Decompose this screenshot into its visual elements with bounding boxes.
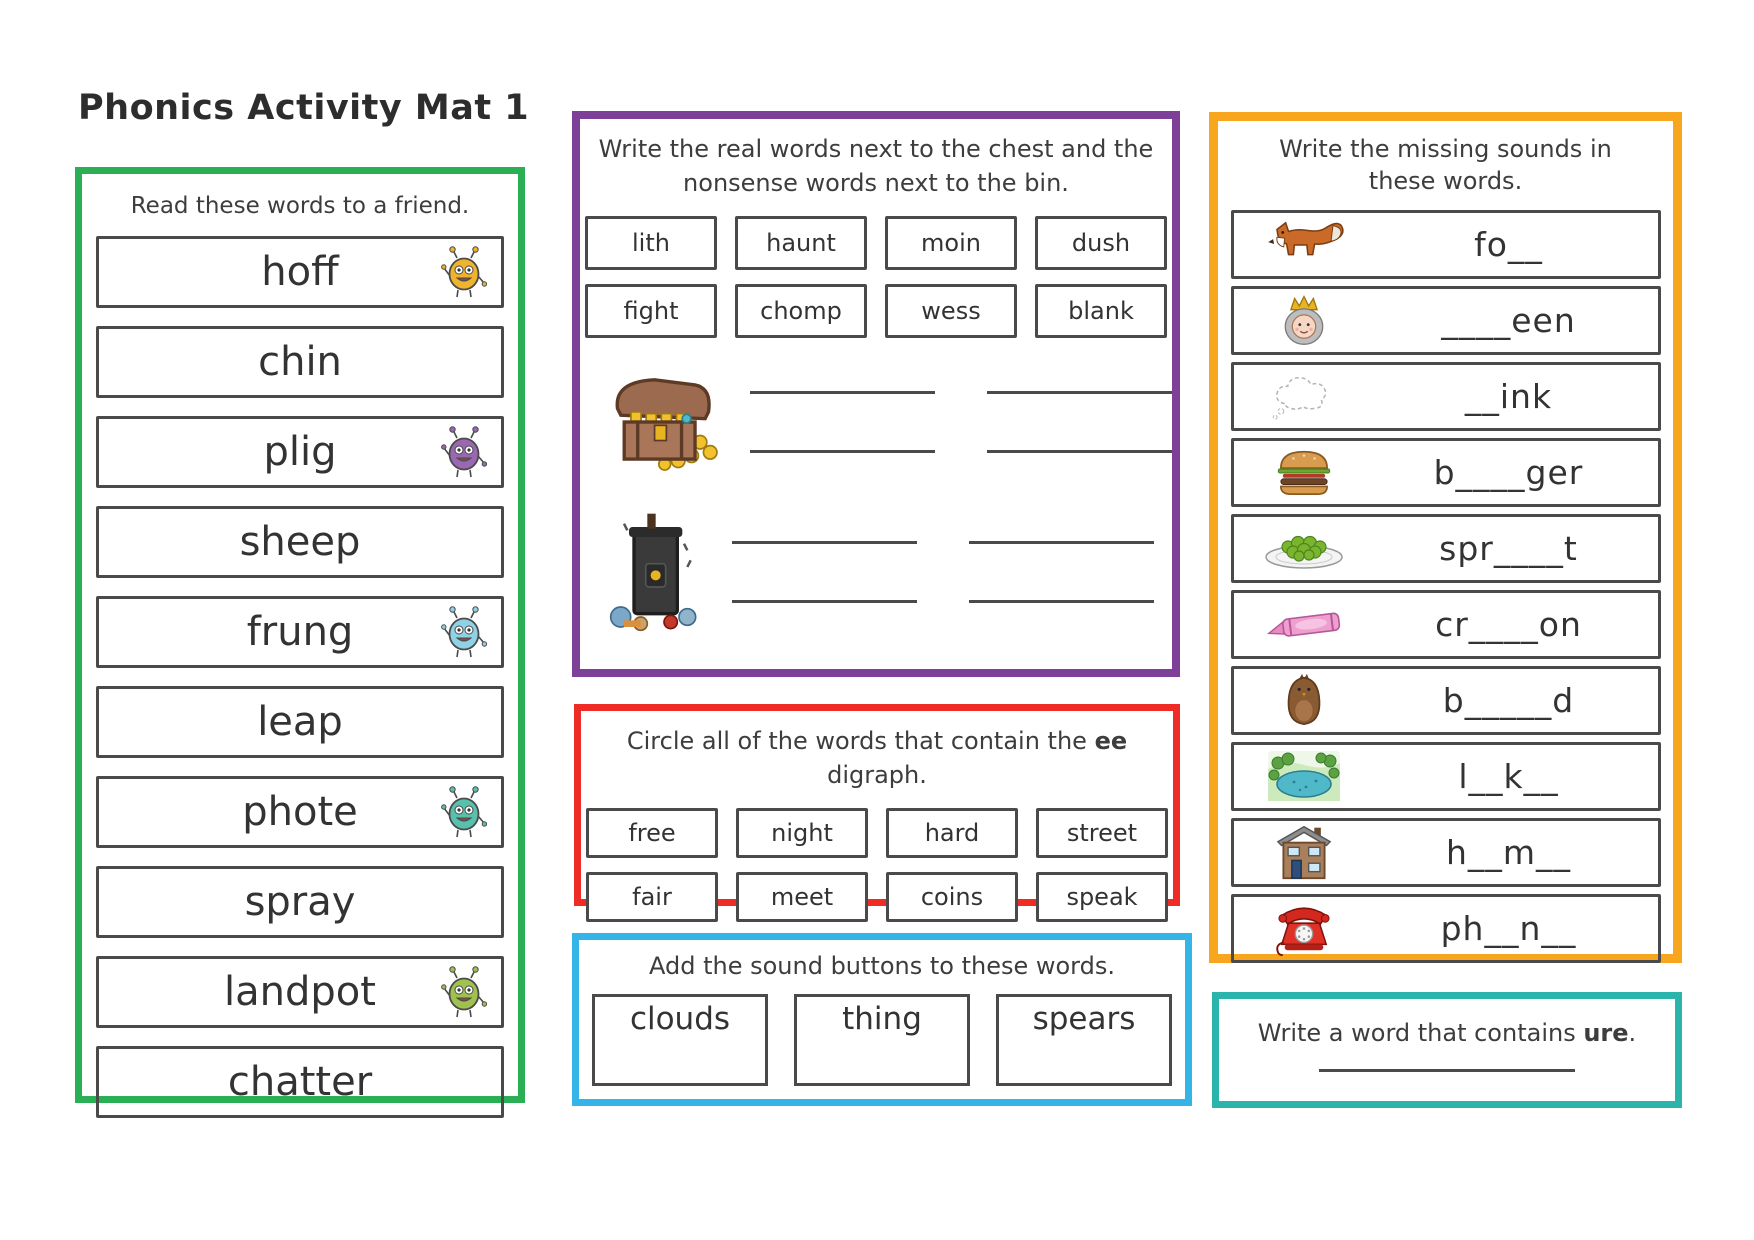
missing-sound-word: b_____d [1442,680,1575,720]
word-card: free [586,808,718,858]
answer-line [987,450,1172,453]
sort-word-grid [580,216,1172,338]
word-label: hoff [261,249,339,296]
answer-line [1319,1069,1575,1072]
circle-words-panel [574,704,1180,912]
word-card: moin [885,216,1017,270]
ure-word-panel [1212,992,1682,1108]
blue-monster-icon [441,605,487,659]
bin-answer-lines [732,541,1154,603]
word-card: blank [1035,284,1167,338]
word-card: chomp [735,284,867,338]
missing-sound-row [1231,362,1661,431]
missing-sound-word: l__k__ [1458,756,1559,796]
sound-buttons-instruction: Add the sound buttons to these words. [648,952,1115,980]
answer-line [732,541,917,544]
phone-icon [1234,900,1374,956]
ure-word-instruction: Write a word that contains ure. [1257,1019,1637,1047]
missing-sound-word: __ink [1464,376,1553,416]
green-monster-icon [441,965,487,1019]
bird-icon [1234,672,1374,728]
word-label: spray [244,879,356,926]
missing-sound-row [1231,286,1661,355]
word-label: chin [258,339,342,386]
word-card: night [736,808,868,858]
word-card: hard [886,808,1018,858]
word-card [96,956,504,1028]
word-label: chatter [227,1059,373,1106]
word-card: fight [585,284,717,338]
treasure-chest-icon [604,368,722,476]
trigraph-label: ure [1583,1019,1629,1047]
sort-words-panel [572,111,1180,677]
missing-sound-row [1231,514,1661,583]
answer-line [969,541,1154,544]
word-card: clouds [592,994,768,1086]
word-card: meet [736,872,868,922]
word-card [96,686,504,758]
missing-sound-row [1231,666,1661,735]
word-card: haunt [735,216,867,270]
missing-sound-word: cr____on [1435,604,1582,644]
chest-answer-lines [750,391,1172,453]
word-card: dush [1035,216,1167,270]
word-card [96,236,504,308]
lake-icon [1234,749,1374,803]
missing-sound-word: ph__n__ [1440,908,1577,948]
digraph-label: ee [1094,727,1128,755]
missing-sound-word: fo__ [1474,224,1543,264]
answer-line [750,450,935,453]
teal-monster-icon [441,785,487,839]
word-card: lith [585,216,717,270]
word-card: coins [886,872,1018,922]
missing-sounds-rows [1218,210,1673,963]
word-card: street [1036,808,1168,858]
word-card [96,776,504,848]
missing-sound-word: b____ger [1433,452,1584,492]
word-label: frung [246,609,354,656]
missing-sound-row [1231,590,1661,659]
sound-button-words [579,994,1185,1086]
purple-monster-icon [441,425,487,479]
yellow-monster-icon [441,245,487,299]
word-card [96,416,504,488]
missing-sounds-panel [1209,112,1682,963]
crayon-icon [1234,607,1374,641]
word-label: phote [242,789,358,836]
missing-sound-word: ____een [1441,300,1576,340]
missing-sounds-instruction: Write the missing sounds in these words. [1279,135,1612,196]
page-title: Phonics Activity Mat 1 [78,88,530,128]
missing-sound-row [1231,210,1661,279]
word-card [96,866,504,938]
answer-line [732,600,917,603]
bin-row [580,510,1172,634]
word-card [96,596,504,668]
sort-words-instruction: Write the real words next to the chest and the nonsense words next to the bin. [598,135,1154,197]
word-card [96,1046,504,1118]
answer-line [750,391,935,394]
read-words-panel [75,167,525,1106]
fox-icon [1234,216,1374,272]
word-card: thing [794,994,970,1086]
read-words-instruction: Read these words to a friend. [130,193,470,219]
read-words-list [82,236,518,1118]
answer-line [969,600,1154,603]
missing-sound-row [1231,894,1661,963]
word-card: wess [885,284,1017,338]
word-card [96,506,504,578]
circle-words-instruction: Circle all of the words that contain the ee digraph. [626,727,1128,789]
sprouts-icon [1234,525,1374,571]
missing-sound-row [1231,818,1661,887]
word-label: landpot [224,969,376,1016]
missing-sound-word: spr____t [1439,528,1578,568]
burger-icon [1234,446,1374,498]
word-card: fair [586,872,718,922]
circle-word-grid [581,808,1173,922]
word-label: sheep [239,519,361,566]
word-label: plig [263,429,337,476]
home-icon [1234,823,1374,881]
think-cloud-icon [1234,371,1374,421]
word-card: speak [1036,872,1168,922]
chest-row [580,368,1172,476]
missing-sound-row [1231,438,1661,507]
missing-sound-row [1231,742,1661,811]
missing-sound-word: h__m__ [1445,832,1572,872]
sound-buttons-panel [572,933,1192,1106]
word-label: leap [257,699,343,746]
queen-icon [1234,291,1374,349]
word-card [96,326,504,398]
word-card: spears [996,994,1172,1086]
answer-line [987,391,1172,394]
rubbish-bin-icon [604,510,704,634]
